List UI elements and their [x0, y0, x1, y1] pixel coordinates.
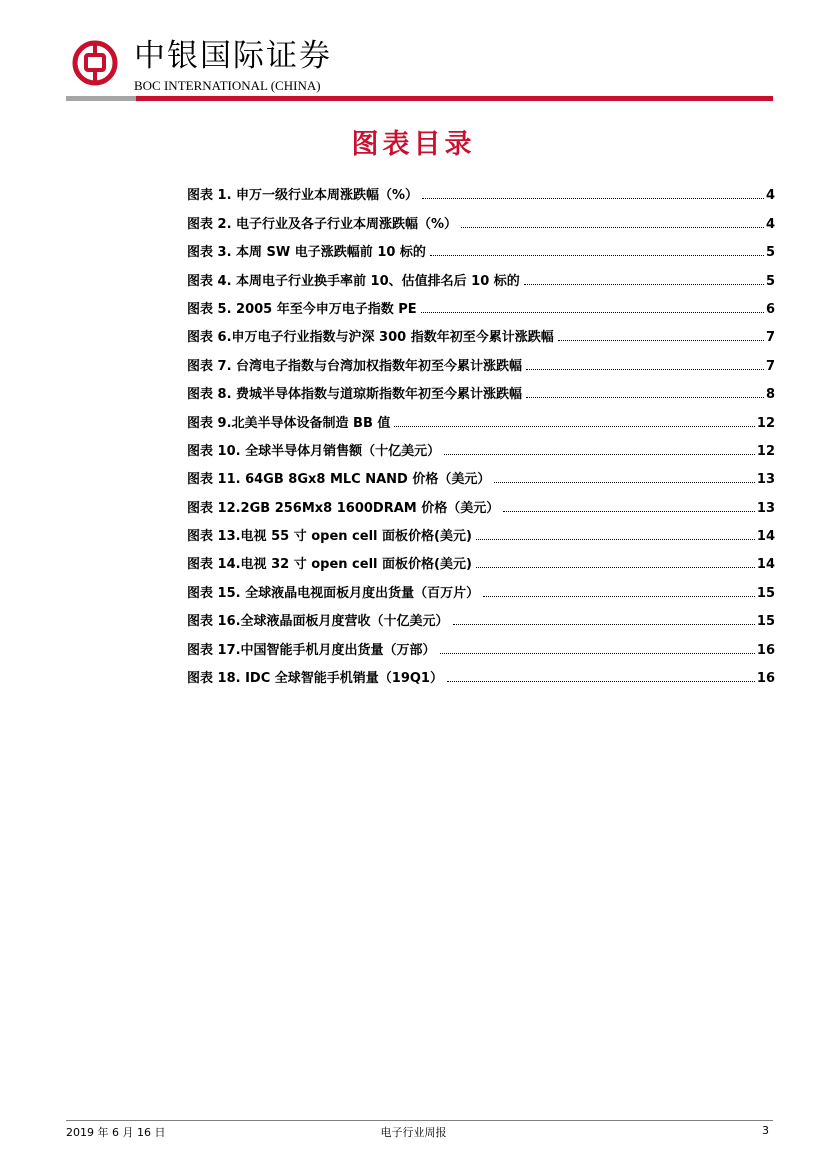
toc-dot-leader	[526, 369, 764, 370]
header-divider-gray	[66, 96, 136, 101]
toc-entry-label[interactable]: 图表 18. IDC 全球智能手机销量（19Q1）	[187, 671, 443, 687]
brand-name-chinese: 中银国际证券	[134, 38, 332, 74]
toc-entry-label[interactable]: 图表 10. 全球半导体月销售额（十亿美元）	[187, 443, 441, 459]
toc-entry-label[interactable]: 图表 13.电视 55 寸 open cell 面板价格(美元)	[187, 529, 472, 545]
toc-entry-label[interactable]: 图表 6.申万电子行业指数与沪深 300 指数年初至今累计涨跌幅	[187, 330, 554, 346]
toc-dot-leader	[483, 596, 755, 597]
toc-entry[interactable]	[187, 203, 775, 231]
toc-entry-page[interactable]: 4	[765, 216, 775, 232]
toc-entry-label[interactable]: 图表 2. 电子行业及各子行业本周涨跌幅（%）	[187, 216, 458, 232]
footer-date: 2019 年 6 月 16 日	[66, 1126, 166, 1139]
toc-dot-leader	[503, 511, 755, 512]
brand-name-english: BOC INTERNATIONAL (CHINA)	[134, 78, 321, 93]
bank-of-china-logo-icon	[72, 40, 118, 86]
toc-entry-label[interactable]: 图表 17.中国智能手机月度出货量（万部）	[187, 642, 436, 658]
toc-dot-leader	[526, 397, 764, 398]
toc-entry-page[interactable]: 14	[756, 557, 775, 573]
footer-divider	[66, 1120, 773, 1121]
toc-entry[interactable]	[187, 345, 775, 373]
toc-entry-label[interactable]: 图表 16.全球液晶面板月度营收（十亿美元）	[187, 614, 449, 630]
toc-entry-label[interactable]: 图表 8. 费城半导体指数与道琼斯指数年初至今累计涨跌幅	[187, 387, 523, 403]
toc-entry[interactable]	[187, 516, 775, 544]
toc-dot-leader	[461, 227, 764, 228]
toc-entry-page[interactable]: 12	[756, 415, 775, 431]
toc-entry[interactable]	[187, 487, 775, 515]
toc-dot-leader	[558, 340, 764, 341]
toc-entry-page[interactable]: 16	[756, 671, 775, 687]
toc-entry-label[interactable]: 图表 4. 本周电子行业换手率前 10、估值排名后 10 标的	[187, 273, 520, 289]
toc-dot-leader	[476, 539, 755, 540]
toc-entry-page[interactable]: 7	[765, 330, 775, 346]
toc-entry[interactable]	[187, 544, 775, 572]
toc-dot-leader	[476, 567, 755, 568]
toc-entry[interactable]	[187, 601, 775, 629]
toc-entry-page[interactable]: 12	[756, 443, 775, 459]
toc-dot-leader	[444, 454, 755, 455]
toc-entry-page[interactable]: 16	[756, 642, 775, 658]
toc-entry-page[interactable]: 13	[756, 472, 775, 488]
footer-report-title: 电子行业周报	[380, 1126, 447, 1139]
toc-entry[interactable]	[187, 459, 775, 487]
toc-dot-leader	[430, 255, 764, 256]
toc-entry-page[interactable]: 5	[765, 245, 775, 261]
toc-dot-leader	[453, 624, 755, 625]
toc-entry[interactable]	[187, 572, 775, 600]
toc-entry-label[interactable]: 图表 11. 64GB 8Gx8 MLC NAND 价格（美元）	[187, 472, 491, 488]
header-divider-red	[136, 96, 773, 101]
toc-entry[interactable]	[187, 232, 775, 260]
toc-entry[interactable]	[187, 260, 775, 288]
toc-entry-page[interactable]: 15	[756, 585, 775, 601]
toc-entry[interactable]	[187, 374, 775, 402]
toc-entry[interactable]	[187, 431, 775, 459]
toc-entry-label[interactable]: 图表 15. 全球液晶电视面板月度出货量（百万片）	[187, 585, 480, 601]
toc-entry-label[interactable]: 图表 7. 台湾电子指数与台湾加权指数年初至今累计涨跌幅	[187, 358, 523, 374]
toc-dot-leader	[394, 426, 755, 427]
toc-entry[interactable]	[187, 629, 775, 657]
toc-entry-label[interactable]: 图表 5. 2005 年至今申万电子指数 PE	[187, 301, 417, 317]
toc-entry[interactable]	[187, 289, 775, 317]
toc-entry[interactable]	[187, 175, 775, 203]
toc-entry-label[interactable]: 图表 1. 申万一级行业本周涨跌幅（%）	[187, 188, 419, 204]
toc-entry-page[interactable]: 13	[756, 500, 775, 516]
toc-entry-page[interactable]: 14	[756, 529, 775, 545]
toc-dot-leader	[422, 198, 764, 199]
toc-dot-leader	[494, 482, 755, 483]
toc-entry-page[interactable]: 8	[765, 387, 775, 403]
toc-entry-page[interactable]: 7	[765, 358, 775, 374]
toc-entry-label[interactable]: 图表 3. 本周 SW 电子涨跌幅前 10 标的	[187, 245, 426, 261]
toc-entry[interactable]	[187, 402, 775, 430]
toc-entry-page[interactable]: 4	[765, 188, 775, 204]
toc-dot-leader	[421, 312, 764, 313]
toc-entry-label[interactable]: 图表 12.2GB 256Mx8 1600DRAM 价格（美元）	[187, 500, 500, 516]
footer-page-number: 3	[762, 1124, 769, 1137]
toc-entry-page[interactable]: 6	[765, 301, 775, 317]
toc-entry[interactable]	[187, 317, 775, 345]
toc-dot-leader	[524, 284, 764, 285]
toc-entry-page[interactable]: 15	[756, 614, 775, 630]
toc-title: 图表目录	[351, 129, 476, 160]
toc-dot-leader	[447, 681, 755, 682]
toc-entry-label[interactable]: 图表 9.北美半导体设备制造 BB 值	[187, 415, 391, 431]
toc-dot-leader	[440, 653, 755, 654]
toc-entry-label[interactable]: 图表 14.电视 32 寸 open cell 面板价格(美元)	[187, 557, 472, 573]
toc-entry-page[interactable]: 5	[765, 273, 775, 289]
toc-list	[187, 175, 775, 686]
toc-entry[interactable]	[187, 658, 775, 686]
